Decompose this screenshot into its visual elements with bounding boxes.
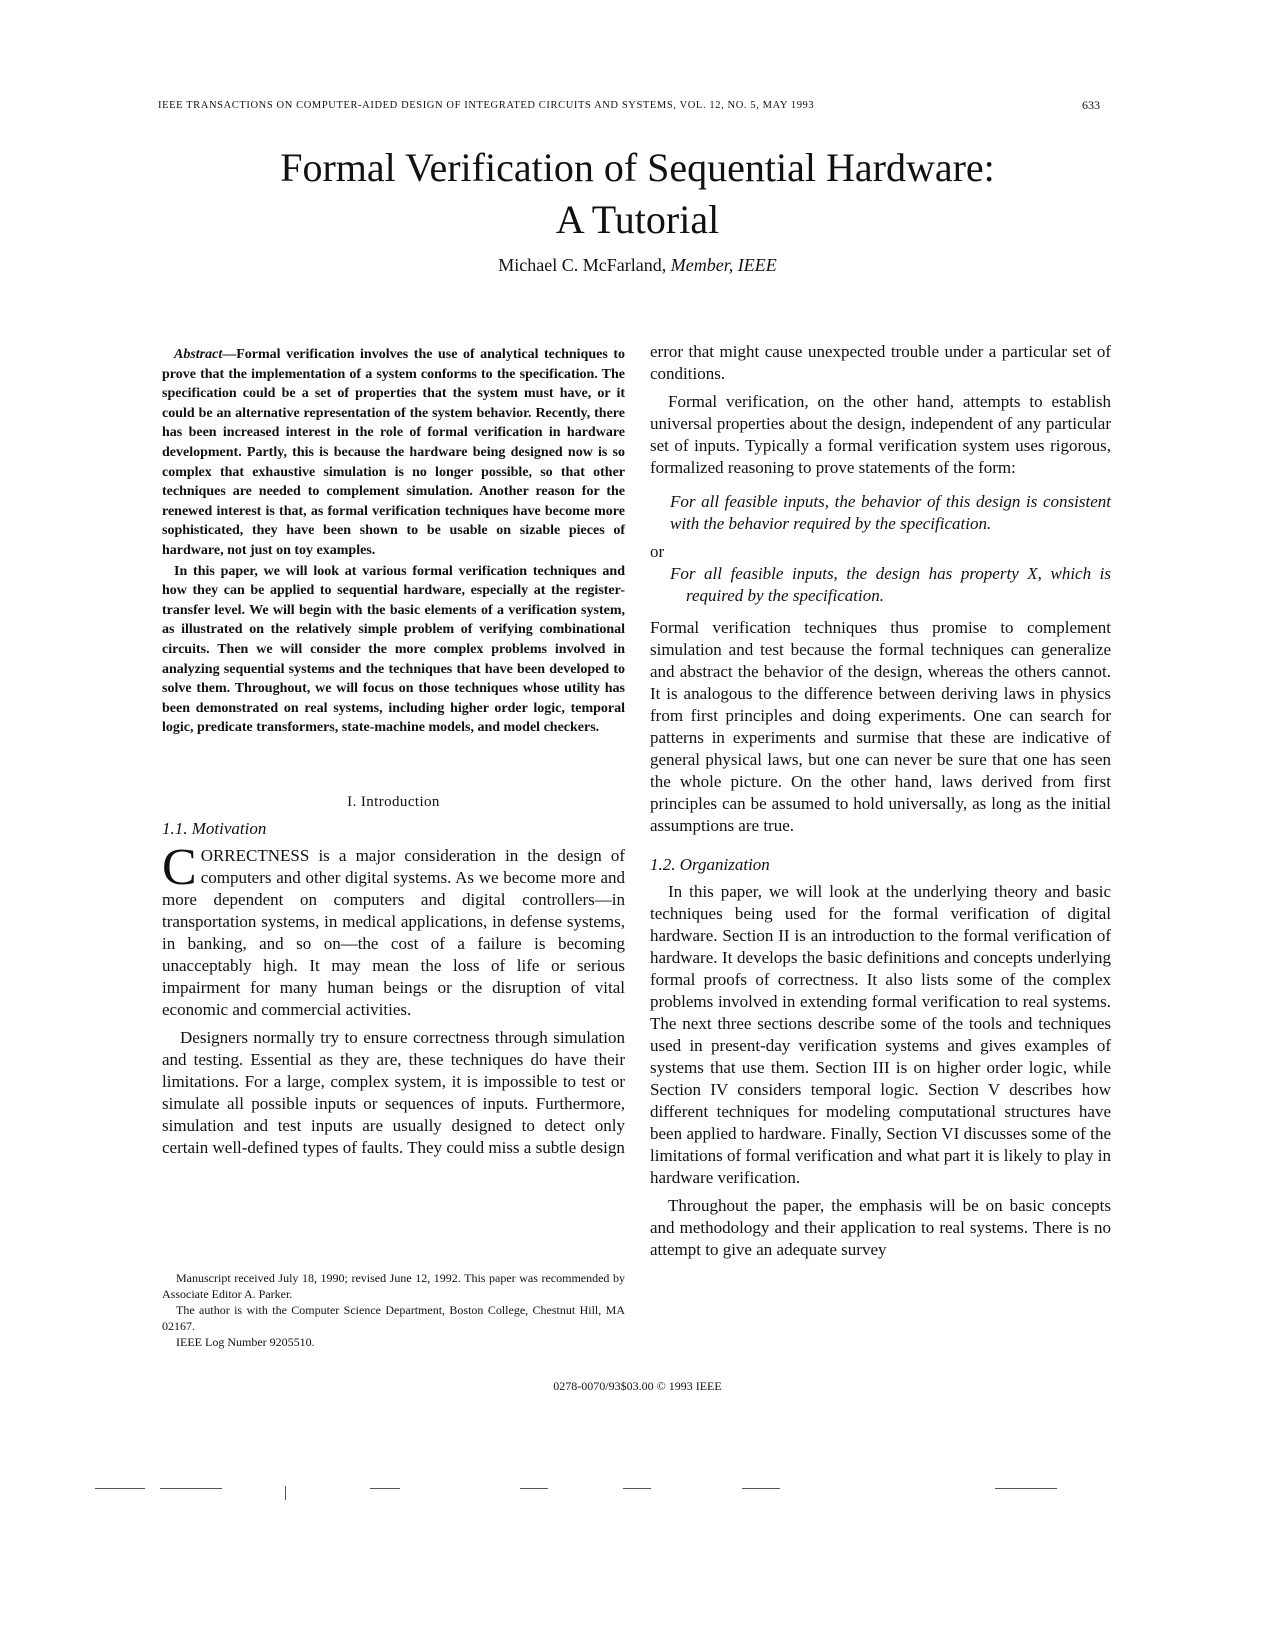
footnote-log-number: IEEE Log Number 9205510. [176,1335,315,1349]
quote-1: For all feasible inputs, the behavior of this design is consistent with the behavior required by the specification. [670,492,1111,533]
page-number: 633 [1082,98,1100,112]
subsection-heading-organization: 1.2. Organization [650,855,770,874]
right-paragraph-0: error that might cause unexpected trouble under a particular set of conditions. [650,342,1111,383]
section-heading-introduction: I. Introduction [347,793,440,810]
scan-mark [623,1488,651,1489]
intro-paragraph-2: Designers normally try to ensure correctness through simulation and testing. Essential as they are, these techniques do have their limitations. For a large, complex system, it is impossible to test or simulate all possible inputs or sequences of inputs. Furthermore, simulation and test inputs are usually designed to detect only certain well-defined types of faults. They could miss a subtle design [162,1027,625,1157]
running-head: IEEE TRANSACTIONS ON COMPUTER-AIDED DESIGN OF INTEGRATED CIRCUITS AND SYSTEMS, VOL. 12, NO. 5, MAY 1993 [158,100,815,111]
title-line-1: Formal Verification of Sequential Hardware: [280,145,995,190]
scan-artifact-marks [0,1480,1275,1500]
abstract-text-1: —Formal verification involves the use of analytical techniques to prove that the implementation of a system conforms to the specification. The specification could be a set of properties that the system must have, or it could be an alternative representation of the system behavior. Recently, there has been increased interest in the role of formal verification in hardware development. Partly, this is because the hardware being designed now is so complex that exhaustive simulation is no longer possible, so that other techniques are needed to complement simulation. Another reason for the renewed interest is that, as formal verification techniques have become more sophisticated, they have been shown to be usable on sizable pieces of hardware, not just on toy examples. [162,347,625,558]
right-paragraph-4: Throughout the paper, the emphasis will be on basic concepts and methodology and their application to real systems. There is no attempt to give an adequate survey [650,1196,1111,1259]
scan-mark [995,1488,1057,1489]
or-word: or [650,542,665,561]
drop-cap: C [162,838,197,896]
author-line [0,255,1275,276]
quote-2: For all feasible inputs, the design has property X, which is required by the specification. [670,564,1111,605]
scan-mark [370,1488,400,1489]
right-paragraph-3: In this paper, we will look at the underlying theory and basic techniques being used for the formal verification of digital hardware. Section II is an introduction to the formal verification of hardware. It develops the basic definitions and concepts underlying formal proofs of correctness. It also lists some of the complex problems involved in extending formal verification to real systems. The next three sections describe some of the tools and techniques used in present-day verification systems and gives examples of systems that use them. Section III is on higher order logic, while Section IV considers temporal logic. Section V describes how different techniques for modeling computational structures have been applied to hardware. Finally, Section VI discusses some of the limitations of formal verification and what part it is likely to play in hardware verification. [650,882,1111,1187]
title-line-2: A Tutorial [555,197,720,242]
footnote-author: The author is with the Computer Science Department, Boston College, Chestnut Hill, MA 02167. [162,1303,625,1333]
author-affiliation: Member, IEEE [670,255,777,275]
left-body-text [162,838,625,1159]
abstract-lead: Abstract [174,347,223,362]
scan-mark [160,1488,222,1489]
right-paragraph-2: Formal verification techniques thus promise to complement simulation and test because the formal techniques can generalize and abstract the behavior of the design, whereas the others cannot. It is analogous to the difference between deriving laws in physics from first principles and doing experiments. One can search for patterns in experiments and surmise that these are indicative of general physical laws, but one can never be sure that one has seen the whole picture. On the other hand, laws derived from first principles can be assumed to hold universally, as long as the initial assumptions are true. [650,618,1111,835]
scan-mark [95,1488,145,1489]
left-column [162,345,625,1159]
right-paragraph-1: Formal verification, on the other hand, attempts to establish universal properties about the design, independent of any particular set of inputs. Typically a formal verification system uses rigorous, formalized reasoning to prove statements of the form: [650,392,1111,477]
copyright-line: 0278-0070/93$03.00 © 1993 IEEE [553,1379,722,1393]
intro-paragraph-1-text: ORRECTNESS is a major consideration in the design of computers and other digital systems. As we become more and more dependent on computers and digital controllers—in transportation systems, in medical applications, in defense systems, in banking, and so on—the cost of a failure is becoming unacceptably high. It may mean the loss of life or serious impairment for many human beings or the disruption of vital economic and commercial activities. [162,845,625,1019]
scan-mark [520,1488,548,1489]
abstract-paragraph-1 [162,345,625,561]
footnote-manuscript: Manuscript received July 18, 1990; revised June 12, 1992. This paper was recommended by Associate Editor A. Parker. [162,1271,625,1301]
scan-mark [742,1488,780,1489]
author-name: Michael C. McFarland, [498,255,667,275]
scan-mark [285,1486,286,1500]
paper-title [0,142,1275,246]
abstract-paragraph-2: In this paper, we will look at various formal verification techniques and how they can be applied to sequential hardware, especially at the register-transfer level. We will begin with the basic elements of a verification system, as illustrated on the relatively simple problem of verifying combinational circuits. Then we will consider the more complex problems involved in analyzing sequential systems and the techniques that have been developed to solve them. Throughout, we will focus on those techniques whose utility has been demonstrated on real systems, including higher order logic, temporal logic, predicate transformers, state-machine models, and model checkers. [162,563,625,736]
footnote [162,1270,625,1350]
right-column [650,341,1111,1261]
abstract [162,345,625,738]
subsection-heading-motivation: 1.1. Motivation [162,818,267,838]
intro-paragraph-1 [162,838,625,1021]
